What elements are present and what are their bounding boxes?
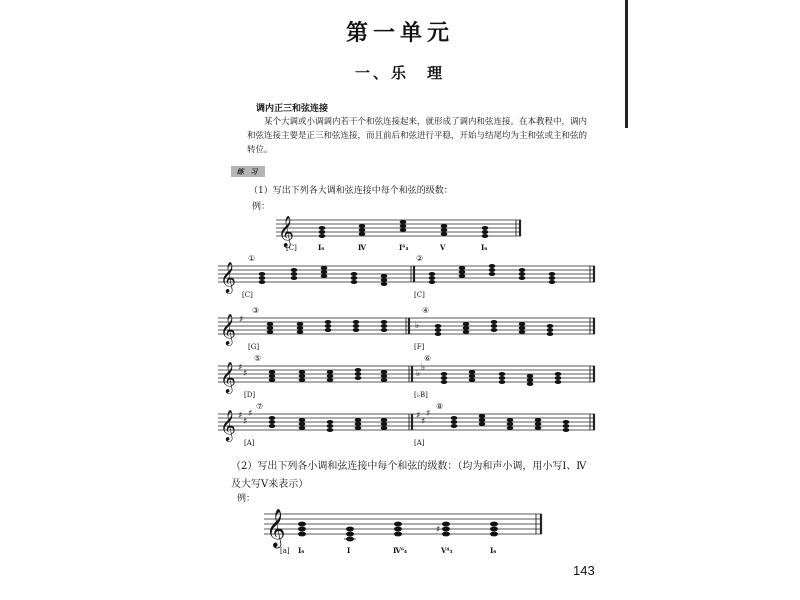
key-label: [A] [414,439,425,447]
sharp-icon: ♯ [243,369,248,379]
chord [555,372,562,384]
chord-4 [441,224,448,236]
chord [547,324,554,336]
exercise-number: ⑤ [254,354,262,363]
chord [381,418,388,430]
sharp-icon: ♯ [421,417,426,427]
unit-title: 第一单元 [345,20,454,46]
chord [429,272,436,284]
sharp-icon: ♯ [426,409,431,419]
chord [469,370,476,382]
treble-clef-icon: 𝄞 [220,362,236,393]
staff-row-4 [218,400,600,452]
sharp-icon: ♯ [243,417,248,427]
degree-label: Ⅴ⁴₃ [441,546,453,555]
chord [527,374,534,386]
chord [563,420,570,432]
sharp-icon: ♯ [248,409,253,419]
degree-label: I⁶₄ [399,243,409,252]
subheading: 调内正三和弦连接 [256,104,329,114]
chord [259,272,266,284]
chord [451,416,458,428]
chord [499,372,506,384]
sharp-icon: ♯ [416,411,421,421]
page-number: 143 [573,563,595,578]
example-label-major: 例： [252,202,271,212]
chord [355,368,362,380]
chord [479,414,486,426]
flat-icon: ♭ [421,363,426,373]
chord-2 [359,224,366,236]
key-label: [A] [244,439,255,447]
chord-1 [298,522,306,537]
exercise-number: ⑧ [436,402,444,411]
chord [269,416,276,428]
chord-5 [482,226,489,238]
staff-row-2 [218,304,600,356]
flat-icon: ♭ [415,321,420,331]
chord-5 [490,522,498,537]
chord [353,320,360,332]
chord-3 [400,220,407,232]
chord [321,266,328,278]
degree-label: Ⅳ [358,243,366,252]
degree-label: Ⅰ [347,546,351,555]
chord [327,370,334,382]
key-label: [G] [248,343,260,351]
chord-1 [319,226,326,238]
treble-clef-icon: 𝄞 [266,508,286,547]
staff-row-1 [218,252,600,304]
chord [549,272,556,284]
chord [267,322,274,334]
key-label: [♭B] [414,391,428,399]
chord [269,370,276,382]
chord [489,264,496,276]
exercise-number: ⑦ [256,402,264,411]
chord [491,320,498,332]
chord-3 [394,522,402,537]
treble-clef-icon: 𝄞 [220,262,236,293]
staff-row-3 [218,352,600,404]
key-label: [F] [414,343,425,351]
chord [519,322,526,334]
chord [507,418,514,430]
staff-example-minor [264,504,554,560]
exercise-number: ⑥ [424,354,432,363]
exercise-number: ② [416,254,424,263]
degree-label: I₆ [490,546,497,555]
question-2: （2）写出下列各小调和弦连接中每个和弦的级数：（均为和声小调，用小写Ⅰ、Ⅳ及大写Ⅴ来表示） [231,461,587,490]
sharp-icon: ♯ [238,363,243,373]
degree-label: I₆ [318,243,325,252]
chord [441,372,448,384]
key-label: [C] [414,291,425,299]
body-paragraph: 某个大调或小调调内若干个和弦连接起来，就形成了调内和弦连接。在本教程中，调内和弦连接主要是正三和弦连接，而且前后和弦进行平稳，开始与结尾均为主和弦或主和弦的转位。 [247,117,588,155]
chord [381,320,388,332]
sharp-icon: ♯ [436,525,441,535]
sharp-icon: ♯ [238,411,243,421]
chord [351,272,358,284]
chord [381,274,388,286]
key-label: [D] [244,391,256,399]
degree-label: I₆ [298,546,305,555]
chord [325,320,332,332]
chord [463,322,470,334]
chord [519,268,526,280]
sharp-icon: ♯ [239,315,244,325]
degree-label: Ⅴ [440,243,446,252]
exercise-number: ④ [422,306,430,315]
chord [355,418,362,430]
chord [435,324,442,336]
exercise-number: ③ [252,306,260,315]
chord [381,370,388,382]
treble-clef-icon: 𝄞 [220,410,236,441]
exercise-number: ① [248,254,256,263]
treble-clef-icon: 𝄞 [278,216,294,247]
chord [297,322,304,334]
chord [299,370,306,382]
key-label: [C] [242,291,253,299]
exercise-badge: 练 习 [231,166,265,177]
staff-example-major [276,214,536,254]
question-1: （1）写出下列各大调和弦连接中每个和弦的级数： [249,186,453,196]
flat-icon: ♭ [416,369,421,379]
chord [299,418,306,430]
section-title: 一、乐 理 [354,64,445,82]
chord [535,418,542,430]
treble-clef-icon: 𝄞 [220,314,236,345]
degree-label: Ⅳ⁶₄ [393,546,408,555]
chord [327,420,334,432]
chord-4 [442,522,450,537]
key-label: [C] [286,244,297,252]
example-label-minor: 例： [237,494,256,504]
key-label: [a] [280,547,290,555]
chord [291,268,298,280]
degree-label: I₆ [481,243,488,252]
chord [459,266,466,278]
